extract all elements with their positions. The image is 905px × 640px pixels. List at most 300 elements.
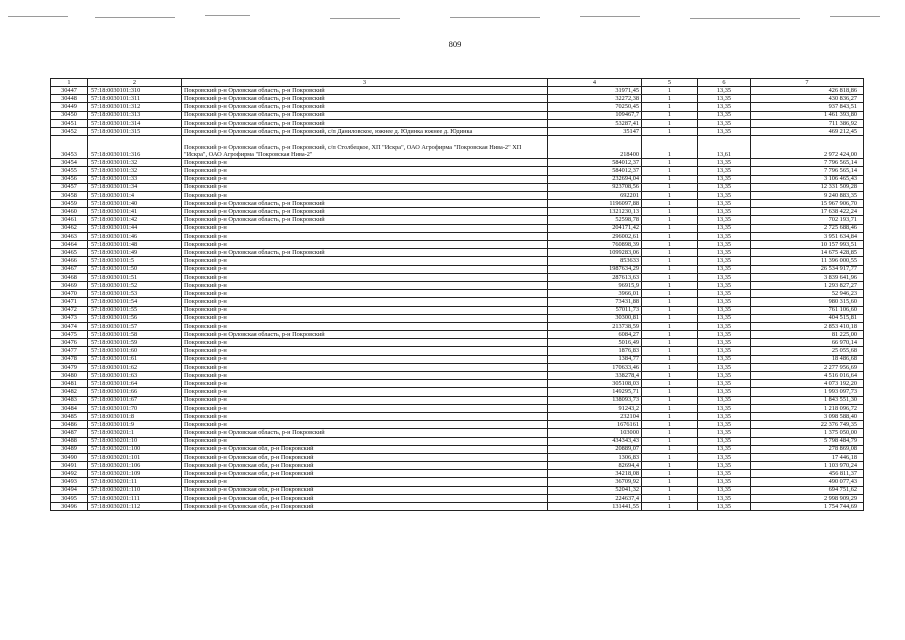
address-cell: Покровский р-н xyxy=(182,273,548,281)
count-cell: 1 xyxy=(642,470,698,478)
address-cell: Покровский р-н xyxy=(182,298,548,306)
row-number-cell: 30487 xyxy=(51,429,88,437)
table-row xyxy=(51,87,864,95)
area-cell: 170633,46 xyxy=(548,363,642,371)
land-registry-table xyxy=(50,78,864,511)
rate-cell: 13,35 xyxy=(698,470,751,478)
area-cell: 5016,49 xyxy=(548,339,642,347)
header-cell: 2 xyxy=(88,79,182,87)
cadastral-value-cell: 761 106,60 xyxy=(751,306,864,314)
rate-cell: 13,35 xyxy=(698,503,751,511)
cadastral-number-cell: 57:18:0030201:111 xyxy=(88,494,182,502)
table-row xyxy=(51,372,864,380)
table-row xyxy=(51,159,864,167)
cadastral-number-cell: 57:18:0030101:44 xyxy=(88,224,182,232)
address-cell: Покровский р-н xyxy=(182,241,548,249)
rate-cell: 13,35 xyxy=(698,183,751,191)
area-cell: 73431,88 xyxy=(548,298,642,306)
cadastral-number-cell: 57:18:0030101:34 xyxy=(88,183,182,191)
cadastral-number-cell: 57:18:0030101:52 xyxy=(88,281,182,289)
count-cell: 1 xyxy=(642,322,698,330)
row-number-cell: 30468 xyxy=(51,273,88,281)
cadastral-number-cell: 57:18:0030101:32 xyxy=(88,167,182,175)
area-cell: 1384,77 xyxy=(548,355,642,363)
table-row xyxy=(51,208,864,216)
address-cell: Покровский р-н xyxy=(182,396,548,404)
address-cell: Покровский р-н xyxy=(182,159,548,167)
cadastral-value-cell: 1 375 050,00 xyxy=(751,429,864,437)
count-cell: 1 xyxy=(642,249,698,257)
rate-cell: 13,35 xyxy=(698,339,751,347)
table-row xyxy=(51,175,864,183)
table-row xyxy=(51,429,864,437)
cadastral-value-cell: 11 396 000,55 xyxy=(751,257,864,265)
cadastral-number-cell: 57:18:0030101:316 xyxy=(88,136,182,159)
table-row xyxy=(51,265,864,273)
row-number-cell: 30484 xyxy=(51,404,88,412)
count-cell: 1 xyxy=(642,429,698,437)
cadastral-number-cell: 57:18:0030101:32 xyxy=(88,159,182,167)
area-cell: 1196097,88 xyxy=(548,200,642,208)
cadastral-number-cell: 57:18:0030101:46 xyxy=(88,232,182,240)
rate-cell: 13,35 xyxy=(698,429,751,437)
row-number-cell: 30469 xyxy=(51,281,88,289)
table-row xyxy=(51,388,864,396)
area-cell: 109467,7 xyxy=(548,111,642,119)
address-cell: Покровский р-н xyxy=(182,224,548,232)
cadastral-value-cell: 3 106 465,43 xyxy=(751,175,864,183)
cadastral-number-cell: 57:18:0030101:62 xyxy=(88,363,182,371)
header-cell: 5 xyxy=(642,79,698,87)
rate-cell: 13,35 xyxy=(698,232,751,240)
cadastral-value-cell: 2 277 956,69 xyxy=(751,363,864,371)
count-cell: 1 xyxy=(642,87,698,95)
area-cell: 760898,39 xyxy=(548,241,642,249)
address-cell: Покровский р-н Орловская обл, р-н Покровский xyxy=(182,494,548,502)
cadastral-number-cell: 57:18:0030101:50 xyxy=(88,265,182,273)
address-cell: Покровский р-н xyxy=(182,232,548,240)
table-row xyxy=(51,339,864,347)
rate-cell: 13,35 xyxy=(698,159,751,167)
cadastral-value-cell: 980 315,60 xyxy=(751,298,864,306)
count-cell: 1 xyxy=(642,380,698,388)
cadastral-value-cell: 4 073 192,20 xyxy=(751,380,864,388)
address-cell: Покровский р-н Орловская область, р-н Покровский, с/п Столбецкое, ХП "Искра", ОАО Агрофирма "Покровская Нива-2" ХП "Искра", ОАО Агрофирма "Покровская Нива-2" xyxy=(182,136,548,159)
count-cell: 1 xyxy=(642,232,698,240)
row-number-cell: 30470 xyxy=(51,290,88,298)
area-cell: 57011,73 xyxy=(548,306,642,314)
count-cell: 1 xyxy=(642,412,698,420)
row-number-cell: 30451 xyxy=(51,119,88,127)
cadastral-number-cell: 57:18:0030101:312 xyxy=(88,103,182,111)
area-cell: 131441,55 xyxy=(548,503,642,511)
cadastral-number-cell: 57:18:0030101:315 xyxy=(88,127,182,135)
row-number-cell: 30458 xyxy=(51,191,88,199)
table-row xyxy=(51,216,864,224)
count-cell: 1 xyxy=(642,127,698,135)
count-cell: 1 xyxy=(642,159,698,167)
header-cell: 4 xyxy=(548,79,642,87)
table-row xyxy=(51,322,864,330)
rate-cell: 13,35 xyxy=(698,421,751,429)
address-cell: Покровский р-н Орловская область, р-н Покровский xyxy=(182,208,548,216)
area-cell: 232694,04 xyxy=(548,175,642,183)
row-number-cell: 30453 xyxy=(51,136,88,159)
cadastral-number-cell: 57:18:0030201:1 xyxy=(88,429,182,437)
cadastral-value-cell: 15 967 906,70 xyxy=(751,200,864,208)
count-cell: 1 xyxy=(642,183,698,191)
count-cell: 1 xyxy=(642,257,698,265)
rate-cell: 13,35 xyxy=(698,306,751,314)
rate-cell: 13,35 xyxy=(698,200,751,208)
row-number-cell: 30460 xyxy=(51,208,88,216)
table-row xyxy=(51,494,864,502)
area-cell: 82694,4 xyxy=(548,462,642,470)
cadastral-value-cell: 52 946,23 xyxy=(751,290,864,298)
count-cell: 1 xyxy=(642,388,698,396)
area-cell: 218400 xyxy=(548,136,642,159)
row-number-cell: 30492 xyxy=(51,470,88,478)
address-cell: Покровский р-н xyxy=(182,191,548,199)
table-row xyxy=(51,412,864,420)
rate-cell: 13,35 xyxy=(698,298,751,306)
area-cell: 3966,01 xyxy=(548,290,642,298)
table-row xyxy=(51,462,864,470)
address-cell: Покровский р-н Орловская область, р-н Покровский xyxy=(182,103,548,111)
count-cell: 1 xyxy=(642,331,698,339)
rate-cell: 13,35 xyxy=(698,412,751,420)
rate-cell: 13,35 xyxy=(698,404,751,412)
cadastral-value-cell: 3 098 588,40 xyxy=(751,412,864,420)
count-cell: 1 xyxy=(642,339,698,347)
cadastral-number-cell: 57:18:0030201:106 xyxy=(88,462,182,470)
count-cell: 1 xyxy=(642,200,698,208)
address-cell: Покровский р-н Орловская область, р-н Покровский, с/п Даниловское, южнее д. Юдинка южнее д. Юдинка xyxy=(182,127,548,135)
area-cell: 70250,45 xyxy=(548,103,642,111)
row-number-cell: 30477 xyxy=(51,347,88,355)
area-cell: 35147 xyxy=(548,127,642,135)
row-number-cell: 30491 xyxy=(51,462,88,470)
cadastral-number-cell: 57:18:0030101:311 xyxy=(88,95,182,103)
cadastral-number-cell: 57:18:0030101:60 xyxy=(88,347,182,355)
table-row xyxy=(51,453,864,461)
count-cell: 1 xyxy=(642,462,698,470)
address-cell: Покровский р-н xyxy=(182,257,548,265)
cadastral-value-cell: 702 193,71 xyxy=(751,216,864,224)
rate-cell: 13,35 xyxy=(698,453,751,461)
rate-cell: 13,35 xyxy=(698,281,751,289)
count-cell: 1 xyxy=(642,216,698,224)
table-row xyxy=(51,380,864,388)
address-cell: Покровский р-н Орловская область, р-н Покровский xyxy=(182,95,548,103)
header-cell: 7 xyxy=(751,79,864,87)
address-cell: Покровский р-н xyxy=(182,404,548,412)
cadastral-value-cell: 7 796 565,14 xyxy=(751,167,864,175)
address-cell: Покровский р-н Орловская область, р-н Покровский xyxy=(182,87,548,95)
count-cell: 1 xyxy=(642,273,698,281)
cadastral-number-cell: 57:18:0030101:310 xyxy=(88,87,182,95)
cadastral-value-cell: 66 970,14 xyxy=(751,339,864,347)
cadastral-number-cell: 57:18:0030101:313 xyxy=(88,111,182,119)
count-cell: 1 xyxy=(642,347,698,355)
address-cell: Покровский р-н Орловская обл, р-н Покровский xyxy=(182,470,548,478)
table-row xyxy=(51,257,864,265)
cadastral-value-cell: 25 055,68 xyxy=(751,347,864,355)
cadastral-number-cell: 57:18:0030101:56 xyxy=(88,314,182,322)
cadastral-number-cell: 57:18:0030101:40 xyxy=(88,200,182,208)
header-cell: 1 xyxy=(51,79,88,87)
table-row xyxy=(51,281,864,289)
table-row xyxy=(51,273,864,281)
table-row xyxy=(51,363,864,371)
count-cell: 1 xyxy=(642,478,698,486)
cadastral-value-cell: 1 843 551,30 xyxy=(751,396,864,404)
count-cell: 1 xyxy=(642,355,698,363)
cadastral-number-cell: 57:18:0030101:41 xyxy=(88,208,182,216)
count-cell: 1 xyxy=(642,306,698,314)
address-cell: Покровский р-н Орловская обл, р-н Покровский xyxy=(182,462,548,470)
cadastral-number-cell: 57:18:0030101:57 xyxy=(88,322,182,330)
count-cell: 1 xyxy=(642,103,698,111)
area-cell: 53287,41 xyxy=(548,119,642,127)
cadastral-number-cell: 57:18:0030101:63 xyxy=(88,372,182,380)
cadastral-value-cell: 9 240 883,35 xyxy=(751,191,864,199)
area-cell: 52041,32 xyxy=(548,486,642,494)
count-cell: 1 xyxy=(642,191,698,199)
cadastral-value-cell: 7 796 565,14 xyxy=(751,159,864,167)
row-number-cell: 30454 xyxy=(51,159,88,167)
area-cell: 1676161 xyxy=(548,421,642,429)
address-cell: Покровский р-н xyxy=(182,290,548,298)
count-cell: 1 xyxy=(642,372,698,380)
cadastral-value-cell: 4 516 016,64 xyxy=(751,372,864,380)
table-row xyxy=(51,191,864,199)
rate-cell: 13,35 xyxy=(698,191,751,199)
rate-cell: 13,35 xyxy=(698,494,751,502)
rate-cell: 13,35 xyxy=(698,175,751,183)
area-cell: 1099283,06 xyxy=(548,249,642,257)
cadastral-value-cell: 81 225,00 xyxy=(751,331,864,339)
area-cell: 91243,2 xyxy=(548,404,642,412)
rate-cell: 13,35 xyxy=(698,273,751,281)
row-number-cell: 30462 xyxy=(51,224,88,232)
count-cell: 1 xyxy=(642,224,698,232)
cadastral-number-cell: 57:18:0030101:49 xyxy=(88,249,182,257)
address-cell: Покровский р-н xyxy=(182,478,548,486)
row-number-cell: 30481 xyxy=(51,380,88,388)
row-number-cell: 30459 xyxy=(51,200,88,208)
cadastral-number-cell: 57:18:0030101:55 xyxy=(88,306,182,314)
address-cell: Покровский р-н xyxy=(182,265,548,273)
address-cell: Покровский р-н Орловская обл, р-н Покровский xyxy=(182,486,548,494)
address-cell: Покровский р-н xyxy=(182,347,548,355)
header-cell: 6 xyxy=(698,79,751,87)
cadastral-number-cell: 57:18:0030101:54 xyxy=(88,298,182,306)
cadastral-value-cell: 426 818,86 xyxy=(751,87,864,95)
rate-cell: 13,35 xyxy=(698,347,751,355)
count-cell: 1 xyxy=(642,175,698,183)
row-number-cell: 30455 xyxy=(51,167,88,175)
count-cell: 1 xyxy=(642,437,698,445)
rate-cell: 13,35 xyxy=(698,396,751,404)
address-cell: Покровский р-н xyxy=(182,306,548,314)
area-cell: 204171,42 xyxy=(548,224,642,232)
cadastral-value-cell: 5 798 484,79 xyxy=(751,437,864,445)
address-cell: Покровский р-н xyxy=(182,355,548,363)
address-cell: Покровский р-н xyxy=(182,281,548,289)
cadastral-number-cell: 57:18:0030101:8 xyxy=(88,412,182,420)
table-row xyxy=(51,331,864,339)
rate-cell: 13,35 xyxy=(698,167,751,175)
rate-cell: 13,35 xyxy=(698,265,751,273)
address-cell: Покровский р-н xyxy=(182,363,548,371)
address-cell: Покровский р-н Орловская область, р-н Покровский xyxy=(182,331,548,339)
area-cell: 138093,73 xyxy=(548,396,642,404)
cadastral-number-cell: 57:18:0030101:67 xyxy=(88,396,182,404)
count-cell: 1 xyxy=(642,111,698,119)
row-number-cell: 30488 xyxy=(51,437,88,445)
cadastral-number-cell: 57:18:0030101:58 xyxy=(88,331,182,339)
area-cell: 853633 xyxy=(548,257,642,265)
table-row xyxy=(51,478,864,486)
count-cell: 1 xyxy=(642,421,698,429)
cadastral-value-cell: 10 157 993,51 xyxy=(751,241,864,249)
row-number-cell: 30466 xyxy=(51,257,88,265)
cadastral-number-cell: 57:18:0030101:48 xyxy=(88,241,182,249)
area-cell: 305108,03 xyxy=(548,380,642,388)
row-number-cell: 30489 xyxy=(51,445,88,453)
count-cell: 1 xyxy=(642,281,698,289)
rate-cell: 13,35 xyxy=(698,119,751,127)
address-cell: Покровский р-н xyxy=(182,314,548,322)
address-cell: Покровский р-н Орловская область, р-н Покровский xyxy=(182,119,548,127)
row-number-cell: 30474 xyxy=(51,322,88,330)
cadastral-number-cell: 57:18:0030101:66 xyxy=(88,388,182,396)
rate-cell: 13,35 xyxy=(698,208,751,216)
row-number-cell: 30457 xyxy=(51,183,88,191)
table-row xyxy=(51,200,864,208)
table-row xyxy=(51,404,864,412)
area-cell: 232104 xyxy=(548,412,642,420)
cadastral-number-cell: 57:18:0030101:59 xyxy=(88,339,182,347)
area-cell: 36709,92 xyxy=(548,478,642,486)
rate-cell: 13,35 xyxy=(698,437,751,445)
row-number-cell: 30476 xyxy=(51,339,88,347)
count-cell: 1 xyxy=(642,167,698,175)
table-row xyxy=(51,421,864,429)
count-cell: 1 xyxy=(642,404,698,412)
area-cell: 149295,71 xyxy=(548,388,642,396)
area-cell: 1306,83 xyxy=(548,453,642,461)
rate-cell: 13,35 xyxy=(698,111,751,119)
address-cell: Покровский р-н Орловская область, р-н Покровский xyxy=(182,249,548,257)
address-cell: Покровский р-н Орловская область, р-н Покровский xyxy=(182,200,548,208)
table-row xyxy=(51,111,864,119)
table-row xyxy=(51,290,864,298)
address-cell: Покровский р-н xyxy=(182,175,548,183)
cadastral-value-cell: 3 951 634,84 xyxy=(751,232,864,240)
row-number-cell: 30485 xyxy=(51,412,88,420)
table-row xyxy=(51,347,864,355)
count-cell: 1 xyxy=(642,298,698,306)
cadastral-number-cell: 57:18:0030201:10 xyxy=(88,437,182,445)
cadastral-number-cell: 57:18:0030201:100 xyxy=(88,445,182,453)
rate-cell: 13,35 xyxy=(698,372,751,380)
count-cell: 1 xyxy=(642,494,698,502)
address-cell: Покровский р-н Орловская обл, р-н Покровский xyxy=(182,445,548,453)
cadastral-value-cell: 711 386,92 xyxy=(751,119,864,127)
cadastral-number-cell: 57:18:0030101:61 xyxy=(88,355,182,363)
row-number-cell: 30465 xyxy=(51,249,88,257)
row-number-cell: 30479 xyxy=(51,363,88,371)
area-cell: 103000 xyxy=(548,429,642,437)
count-cell: 1 xyxy=(642,208,698,216)
address-cell: Покровский р-н Орловская область, р-н Покровский xyxy=(182,111,548,119)
table-row xyxy=(51,298,864,306)
count-cell: 1 xyxy=(642,265,698,273)
area-cell: 213738,59 xyxy=(548,322,642,330)
area-cell: 32272,38 xyxy=(548,95,642,103)
cadastral-number-cell: 57:18:0030201:11 xyxy=(88,478,182,486)
row-number-cell: 30473 xyxy=(51,314,88,322)
cadastral-value-cell: 22 376 749,35 xyxy=(751,421,864,429)
table-row xyxy=(51,249,864,257)
cadastral-value-cell: 404 515,81 xyxy=(751,314,864,322)
cadastral-value-cell: 12 331 509,28 xyxy=(751,183,864,191)
table-row xyxy=(51,437,864,445)
cadastral-value-cell: 2 853 410,18 xyxy=(751,322,864,330)
cadastral-value-cell: 278 869,08 xyxy=(751,445,864,453)
area-cell: 584012,37 xyxy=(548,159,642,167)
count-cell: 1 xyxy=(642,95,698,103)
rate-cell: 13,35 xyxy=(698,241,751,249)
rate-cell: 13,35 xyxy=(698,445,751,453)
area-cell: 296002,61 xyxy=(548,232,642,240)
row-number-cell: 30478 xyxy=(51,355,88,363)
row-number-cell: 30475 xyxy=(51,331,88,339)
count-cell: 1 xyxy=(642,453,698,461)
cadastral-number-cell: 57:18:0030101:64 xyxy=(88,380,182,388)
address-cell: Покровский р-н Орловская обл, р-н Покровский xyxy=(182,453,548,461)
address-cell: Покровский р-н xyxy=(182,167,548,175)
cadastral-number-cell: 57:18:0030101:70 xyxy=(88,404,182,412)
row-number-cell: 30448 xyxy=(51,95,88,103)
address-cell: Покровский р-н xyxy=(182,437,548,445)
row-number-cell: 30494 xyxy=(51,486,88,494)
table-row xyxy=(51,396,864,404)
cadastral-number-cell: 57:18:0030101:9 xyxy=(88,421,182,429)
area-cell: 434343,43 xyxy=(548,437,642,445)
area-cell: 584012,37 xyxy=(548,167,642,175)
table-row xyxy=(51,167,864,175)
cadastral-number-cell: 57:18:0030201:110 xyxy=(88,486,182,494)
table-row xyxy=(51,470,864,478)
cadastral-value-cell: 937 843,51 xyxy=(751,103,864,111)
row-number-cell: 30464 xyxy=(51,241,88,249)
table-row xyxy=(51,445,864,453)
rate-cell: 13,35 xyxy=(698,486,751,494)
rate-cell: 13,61 xyxy=(698,136,751,159)
row-number-cell: 30495 xyxy=(51,494,88,502)
row-number-cell: 30447 xyxy=(51,87,88,95)
count-cell: 1 xyxy=(642,136,698,159)
area-cell: 287613,63 xyxy=(548,273,642,281)
cadastral-value-cell: 456 811,37 xyxy=(751,470,864,478)
cadastral-value-cell: 2 972 424,00 xyxy=(751,136,864,159)
table-row xyxy=(51,355,864,363)
address-cell: Покровский р-н xyxy=(182,183,548,191)
cadastral-value-cell: 2 998 909,29 xyxy=(751,494,864,502)
